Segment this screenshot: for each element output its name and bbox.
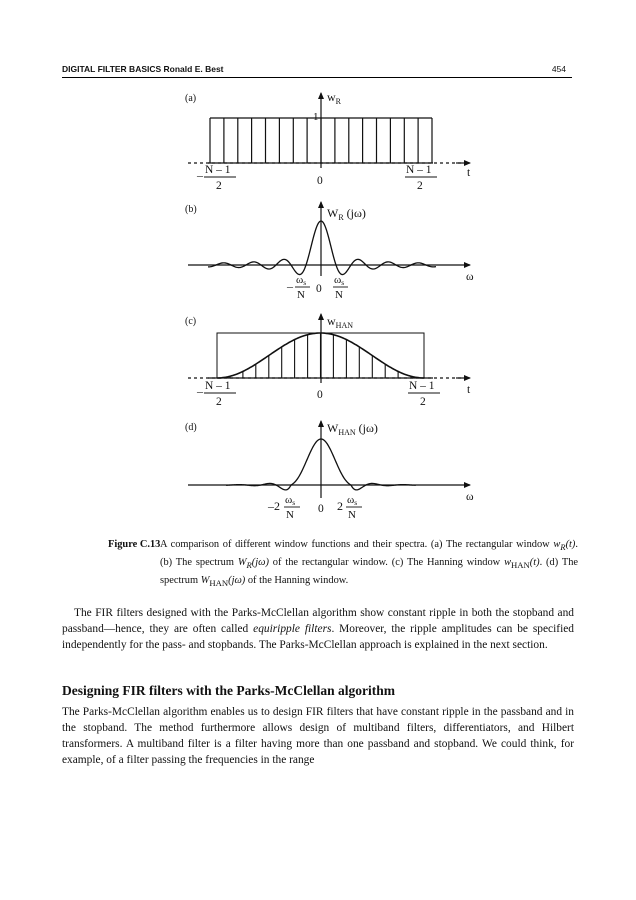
panel-c [185, 314, 471, 408]
svg-text:ωs: ωs [347, 494, 358, 507]
svg-text:N: N [286, 509, 294, 521]
svg-text:N – 1: N – 1 [205, 380, 231, 392]
panel-d-label: (d) [185, 422, 197, 433]
paragraph-parks-mcclellan: The Parks-McClellan algorithm enables us to design FIR filters that have constant ripple in the passband and in the stopband. The method furthermore allows design of multiband filters, differentiators, and Hilbert transformers. A multiband filter is a filter having more than one passband and stopband. We could think, for example, of a filter passing the frequencies in the range [62, 706, 574, 766]
panel-a-right-tick [405, 164, 437, 192]
panel-a-t-label: t [467, 167, 471, 179]
panel-d [185, 421, 474, 521]
panel-b-left-tick [286, 274, 310, 301]
header-book-title: DIGITAL FILTER BASICS Ronald E. Best [62, 64, 224, 74]
svg-text:2: 2 [216, 180, 222, 192]
panel-b-sinc-spectrum [208, 221, 436, 275]
svg-text:ωs: ωs [296, 274, 307, 287]
svg-text:–: – [287, 279, 293, 293]
panel-b-origin: 0 [316, 283, 322, 295]
panel-b-axis-label: $W_R$ (jω) [327, 206, 366, 222]
svg-text:2: 2 [420, 396, 426, 408]
svg-text:2: 2 [417, 180, 423, 192]
panel-a [185, 90, 471, 192]
panel-b-right-tick [333, 274, 348, 301]
panel-c-left-tick [196, 380, 236, 408]
section-heading: Designing FIR filters with the Parks-McClellan algorithm [62, 683, 395, 698]
caption-label: Figure C.13 [108, 539, 161, 550]
svg-text:N: N [335, 289, 343, 301]
svg-text:N: N [297, 289, 305, 301]
panel-b-label: (b) [185, 204, 197, 215]
svg-text:N – 1: N – 1 [406, 164, 432, 176]
panel-d-omega-label: ω [466, 491, 474, 503]
header-page-number: 454 [551, 64, 566, 74]
panel-d-right-tick [337, 494, 362, 521]
svg-text:ωs: ωs [285, 494, 296, 507]
svg-text:–: – [197, 168, 203, 182]
panel-d-left-tick [267, 494, 300, 521]
figure-caption [108, 537, 578, 591]
panel-a-left-tick [196, 164, 236, 192]
svg-text:2: 2 [337, 499, 343, 513]
panel-c-origin: 0 [317, 389, 323, 401]
svg-text:N – 1: N – 1 [205, 164, 231, 176]
panel-b [185, 202, 474, 301]
panel-c-hanning-samples [230, 333, 411, 378]
panel-a-axis-label: $w_R$ [327, 90, 342, 106]
panel-a-height-label: 1 [313, 111, 319, 123]
svg-text:2: 2 [216, 396, 222, 408]
caption-text: A comparison of different window functions and their spectra. (a) The rectangular window $w_R(t)$. (b) The spectrum $W_R(j\omega)$ of the rectangular window. (c) The Hanning window $w_{HAN}(t)$. (d) The spectrum $W_{HAN}(j\omega)$ of the Hanning window. [160, 539, 579, 589]
panel-a-rect-samples [210, 118, 432, 163]
panel-c-axis-label: $w_{HAN}$ [327, 314, 354, 330]
panel-d-axis-label: $W_{HAN}$ (jω) [327, 421, 378, 437]
panel-c-right-tick [408, 380, 440, 408]
panel-d-origin: 0 [318, 503, 324, 515]
panel-c-t-label: t [467, 384, 471, 396]
svg-text:–2: –2 [268, 499, 280, 513]
svg-text:N – 1: N – 1 [409, 380, 435, 392]
svg-text:–: – [197, 384, 203, 398]
panel-c-label: (c) [185, 316, 197, 327]
panel-a-origin: 0 [317, 175, 323, 187]
svg-text:N: N [348, 509, 356, 521]
paragraph-equiripple: The FIR filters designed with the Parks-McClellan algorithm show constant ripple in both the stopband and passband—hence, they are often called equiripple filters. Moreover, the ripple amplitudes can be specified independently for the pass- and stopbands. The Parks-McClellan approach is explained in the next section. [62, 607, 574, 651]
panel-a-label: (a) [185, 93, 197, 104]
svg-text:ωs: ωs [334, 274, 345, 287]
panel-b-omega-label: ω [466, 271, 474, 283]
